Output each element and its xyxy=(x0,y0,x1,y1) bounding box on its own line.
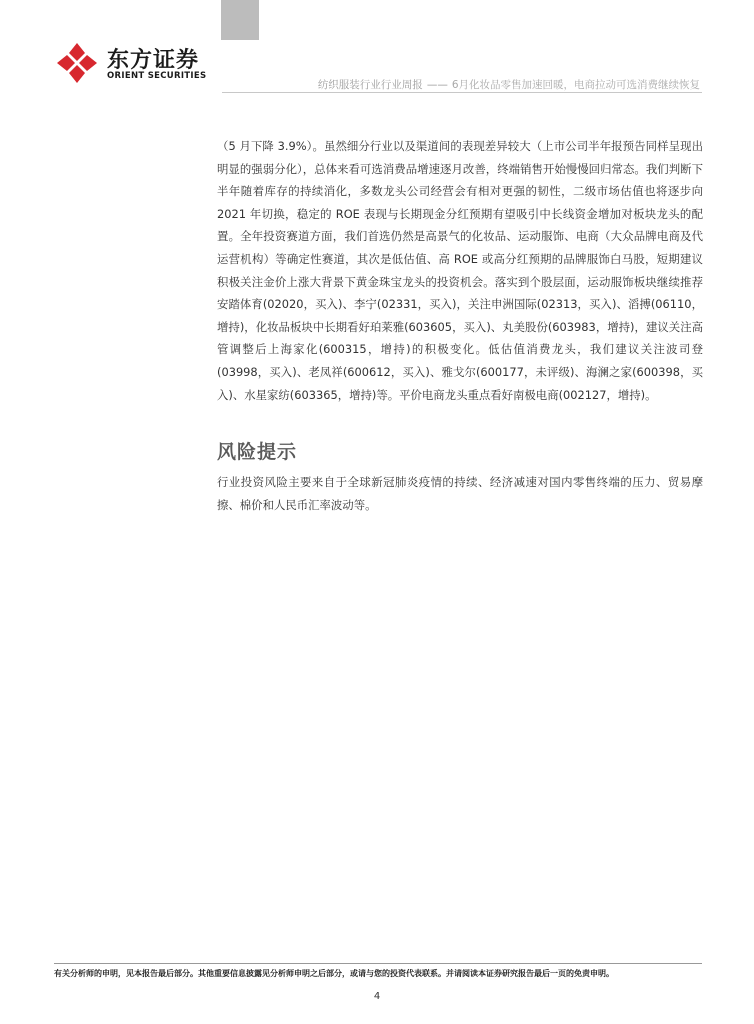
footer-divider xyxy=(54,963,702,964)
page-number: 4 xyxy=(373,991,381,1002)
body-paragraph: （5 月下降 3.9%）。虽然细分行业以及渠道间的表现差异较大（上市公司半年报预告同样呈现出明显的强弱分化），总体来看可选消费品增速逐月改善，终端销售开始慢慢回归常态。我们判断下半年随着库存的持续消化，多数龙头公司经营会有相对更强的韧性，二级市场估值也将逐步向 2021 年切换，稳定的 ROE 表现与长期现金分红预期有望吸引中长线资金增加对板块龙头的配置。全年投资赛道方面，我们首选仍然是高景气的化妆品、运动服饰、电商（大众品牌电商及代运营机构）等确定性赛道，其次是低估值、高 ROE 或高分红预期的品牌服饰白马股，短期建议积极关注金价上涨大背景下黄金珠宝龙头的投资机会。落实到个股层面，运动服饰板块继续推荐安踏体育(02020，买入)、李宁(02331，买入)，关注申洲国际(02313，买入)、滔搏(06110，增持)，化妆品板块中长期看好珀莱雅(603605，买入)、丸美股份(603983，增持)，建议关注高管调整后上海家化(600315，增持)的积极变化。低估值消费龙头，我们建议关注波司登(03998，买入)、老凤祥(600612，买入)、雅戈尔(600177，未评级)、海澜之家(600398，买入)、水星家纺(603365，增持)等。平价电商龙头重点看好南极电商(002127，增持)。 xyxy=(217,139,703,402)
risk-section-title: 风险提示 xyxy=(217,441,298,463)
header-gray-tab xyxy=(221,0,259,40)
company-logo xyxy=(55,41,215,85)
risk-paragraph: 行业投资风险主要来自于全球新冠肺炎疫情的持续、经济减速对国内零售终端的压力、贸易摩擦、棉价和人民币汇率波动等。 xyxy=(217,475,703,512)
logo-english-name: ORIENT SECURITIES xyxy=(107,71,207,81)
header-divider xyxy=(222,92,702,93)
report-header-title xyxy=(318,77,700,92)
orient-logo-icon xyxy=(55,41,99,85)
report-type: 纺织服装行业行业周报 xyxy=(317,79,423,91)
report-subtitle: 6月化妆品零售加速回暖，电商拉动可选消费继续恢复 xyxy=(451,79,700,91)
footer-disclaimer: 有关分析师的申明，见本报告最后部分。其他重要信息披露见分析师申明之后部分，或请与您的投资代表联系。并请阅读本证券研究报告最后一页的免责申明。 xyxy=(54,969,614,978)
logo-chinese-name: 东方证券 xyxy=(107,48,200,73)
header-separator: —— xyxy=(426,79,448,91)
